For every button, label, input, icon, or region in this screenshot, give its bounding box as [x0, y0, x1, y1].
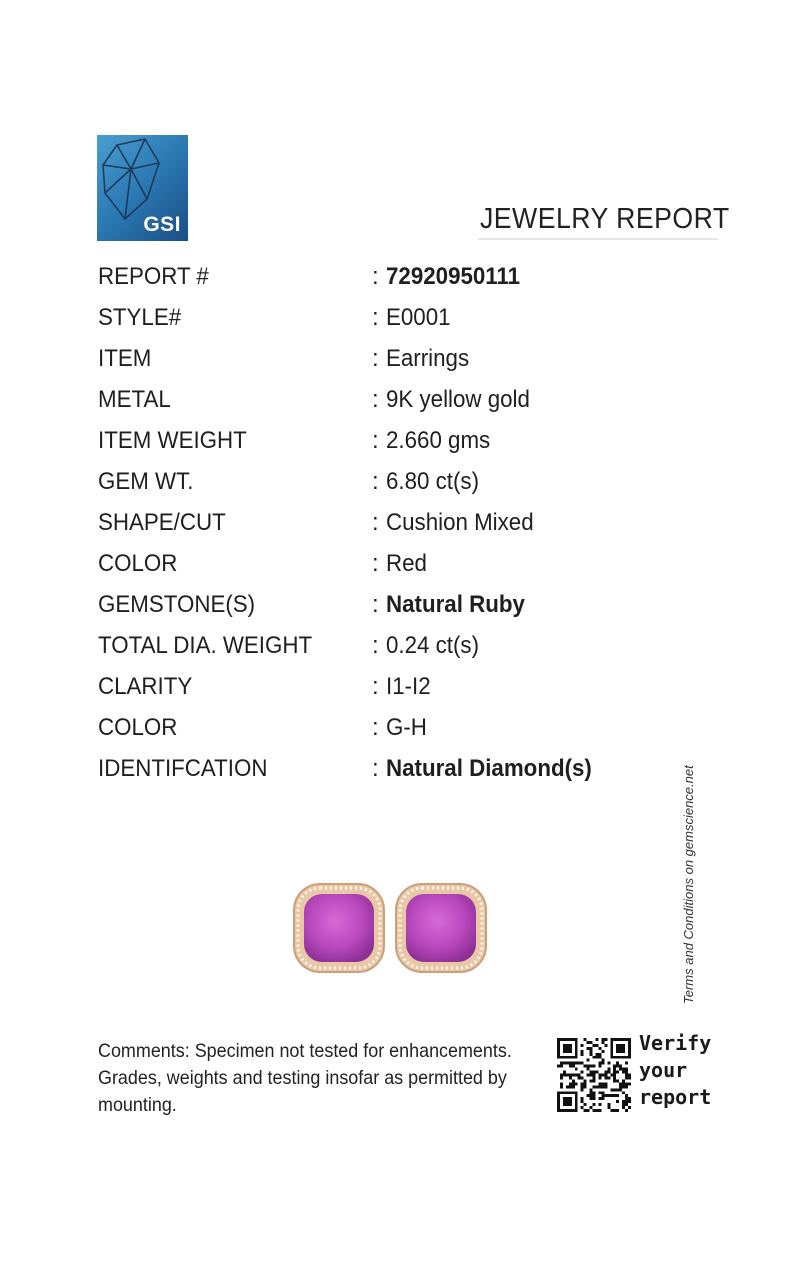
detail-row [98, 300, 718, 341]
right-earring [396, 884, 486, 972]
detail-label: ITEM [98, 345, 152, 372]
detail-label: REPORT # [98, 263, 209, 290]
detail-separator: : [372, 386, 379, 413]
detail-separator: : [372, 427, 379, 454]
gsi-logo [97, 135, 188, 241]
detail-row [98, 669, 718, 710]
detail-row [98, 628, 718, 669]
detail-separator: : [372, 550, 379, 577]
detail-value: 9K yellow gold [386, 386, 530, 413]
detail-label: CLARITY [98, 673, 193, 700]
detail-row [98, 423, 718, 464]
detail-value: E0001 [386, 304, 451, 331]
detail-value: G-H [386, 714, 427, 741]
detail-separator: : [372, 632, 379, 659]
logo-text: GSI [143, 213, 181, 236]
report-title: JEWELRY REPORT [480, 203, 730, 235]
detail-label: SHAPE/CUT [98, 509, 226, 536]
detail-label: COLOR [98, 714, 178, 741]
detail-row [98, 505, 718, 546]
detail-separator: : [372, 345, 379, 372]
detail-value: Cushion Mixed [386, 509, 534, 536]
detail-separator: : [372, 509, 379, 536]
detail-separator: : [372, 714, 379, 741]
detail-label: IDENTIFCATION [98, 755, 268, 782]
verify-line-3: report [639, 1085, 712, 1109]
detail-value: 0.24 ct(s) [386, 632, 480, 659]
detail-value: Earrings [386, 345, 470, 372]
qr-code-icon[interactable] [557, 1036, 631, 1114]
report-details [98, 259, 718, 792]
detail-row [98, 382, 718, 423]
detail-row [98, 341, 718, 382]
detail-row [98, 751, 718, 792]
detail-separator: : [372, 263, 379, 290]
detail-row [98, 710, 718, 751]
detail-value: 6.80 ct(s) [386, 468, 480, 495]
detail-separator: : [372, 673, 379, 700]
verify-report-link[interactable] [639, 1030, 711, 1111]
earrings-image [288, 876, 494, 976]
detail-label: GEMSTONE(S) [98, 591, 256, 618]
detail-separator: : [372, 591, 379, 618]
comments-text: Comments: Specimen not tested for enhancements. Grades, weights and testing insofar as permitted by mounting. [98, 1040, 512, 1116]
detail-label: METAL [98, 386, 171, 413]
terms-note: Terms and Conditions on gemscience.net [681, 765, 696, 1004]
detail-label: STYLE# [98, 304, 182, 331]
verify-line-2: your [639, 1058, 688, 1082]
detail-value: Natural Ruby [386, 591, 525, 618]
detail-separator: : [372, 755, 379, 782]
detail-value: I1-I2 [386, 673, 431, 700]
detail-row [98, 546, 718, 587]
detail-label: COLOR [98, 550, 178, 577]
detail-separator: : [372, 468, 379, 495]
detail-value: Natural Diamond(s) [386, 755, 592, 782]
detail-label: TOTAL DIA. WEIGHT [98, 632, 313, 659]
detail-separator: : [372, 304, 379, 331]
detail-row [98, 464, 718, 505]
detail-value: 2.660 gms [386, 427, 491, 454]
left-earring [294, 884, 384, 972]
detail-label: GEM WT. [98, 468, 194, 495]
detail-row [98, 587, 718, 628]
detail-value: Red [386, 550, 427, 577]
title-divider [478, 238, 718, 240]
detail-value: 72920950111 [386, 263, 521, 290]
detail-label: ITEM WEIGHT [98, 427, 247, 454]
detail-row [98, 259, 718, 300]
verify-line-1: Verify [639, 1031, 712, 1055]
